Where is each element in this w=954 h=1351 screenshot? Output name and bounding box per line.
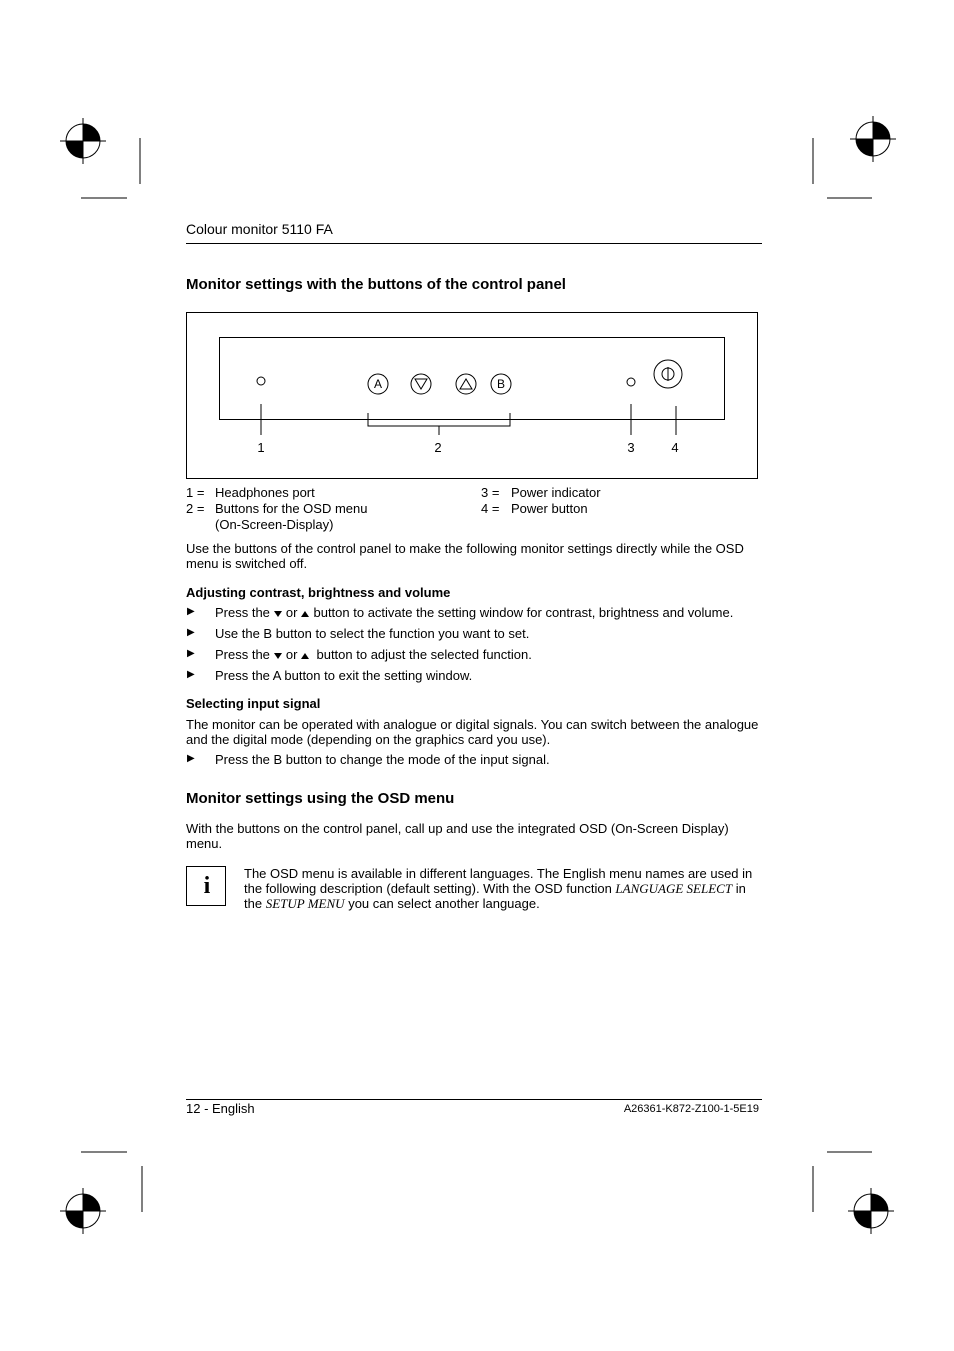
headphones-port bbox=[257, 377, 265, 385]
legend-text-2b: (On-Screen-Display) bbox=[215, 517, 334, 532]
callout-1: 1 bbox=[257, 440, 265, 455]
legend-num-3: 3 = bbox=[481, 485, 500, 500]
up-arrow-icon bbox=[460, 379, 472, 389]
bullet-icon: ▶ bbox=[187, 648, 195, 659]
crop-mark-bottom-left bbox=[60, 1152, 142, 1234]
legend-text-4: Power button bbox=[511, 501, 588, 516]
header-rule bbox=[186, 243, 762, 244]
subheading-contrast: Adjusting contrast, brightness and volume bbox=[186, 585, 451, 600]
bullet-text-2: Use the B button to select the function you want to set. bbox=[215, 626, 530, 641]
crop-mark-bottom-right bbox=[813, 1152, 894, 1234]
legend-num-2: 2 = bbox=[186, 501, 205, 516]
bullet-icon: ▶ bbox=[187, 606, 195, 617]
info-icon: i bbox=[186, 866, 226, 906]
bullet-text-1: Press the or button to activate the setting window for contrast, brightness and volume. bbox=[215, 605, 734, 620]
bullet-icon: ▶ bbox=[187, 627, 195, 638]
callout-4: 4 bbox=[671, 440, 679, 455]
down-arrow-icon bbox=[274, 653, 282, 659]
input-signal-paragraph: The monitor can be operated with analogue or digital signals. You can switch between the analogue and the digital mode (depending on the graphics card you use). bbox=[186, 717, 759, 747]
footer-rule bbox=[186, 1099, 762, 1100]
running-header: Colour monitor 5110 FA bbox=[186, 221, 333, 237]
button-up bbox=[456, 374, 476, 394]
up-arrow-icon bbox=[301, 611, 309, 617]
bullet-icon: ▶ bbox=[187, 753, 195, 764]
panel-outline bbox=[220, 338, 725, 420]
section-heading-osd: Monitor settings using the OSD menu bbox=[186, 790, 455, 807]
footer-doc-id: A26361-K872-Z100-1-5E19 bbox=[623, 1103, 759, 1115]
osd-paragraph: With the buttons on the control panel, call up and use the integrated OSD (On-Screen Display) menu. bbox=[186, 821, 729, 851]
legend-text-1: Headphones port bbox=[215, 485, 315, 500]
legend-text-3: Power indicator bbox=[511, 485, 601, 500]
bullet-text-4: Press the A button to exit the setting window. bbox=[215, 668, 473, 683]
bullet-text-3: Press the or button to adjust the selected function. bbox=[215, 647, 532, 662]
button-down bbox=[411, 374, 431, 394]
control-panel-figure bbox=[186, 312, 758, 479]
crop-mark-top-left bbox=[60, 118, 140, 198]
down-arrow-icon bbox=[274, 611, 282, 617]
down-arrow-icon bbox=[415, 379, 427, 389]
crop-mark-top-right bbox=[813, 116, 896, 198]
button-b-label: B bbox=[496, 377, 506, 391]
callout-2: 2 bbox=[434, 440, 442, 455]
intro-paragraph: Use the buttons of the control panel to make the following monitor settings directly while the OSD menu is switched off. bbox=[186, 541, 744, 571]
subheading-input-signal: Selecting input signal bbox=[186, 696, 321, 711]
info-note: The OSD menu is available in different languages. The English menu names are used in the following description (default setting). With the OSD function LANGUAGE SELECT in the SETUP MENU you can select another language. bbox=[244, 866, 753, 911]
callout-3: 3 bbox=[627, 440, 635, 455]
bullet-text-5: Press the B button to change the mode of the input signal. bbox=[215, 752, 550, 767]
power-indicator bbox=[627, 378, 635, 386]
legend-num-1: 1 = bbox=[186, 485, 205, 500]
section-heading-control-panel: Monitor settings with the buttons of the control panel bbox=[186, 276, 566, 293]
legend-num-4: 4 = bbox=[481, 501, 500, 516]
bullet-icon: ▶ bbox=[187, 669, 195, 680]
button-a-label: A bbox=[373, 377, 383, 391]
up-arrow-icon bbox=[301, 653, 309, 659]
legend-text-2: Buttons for the OSD menu bbox=[215, 501, 368, 516]
footer-page-number: 12 - English bbox=[186, 1101, 255, 1116]
